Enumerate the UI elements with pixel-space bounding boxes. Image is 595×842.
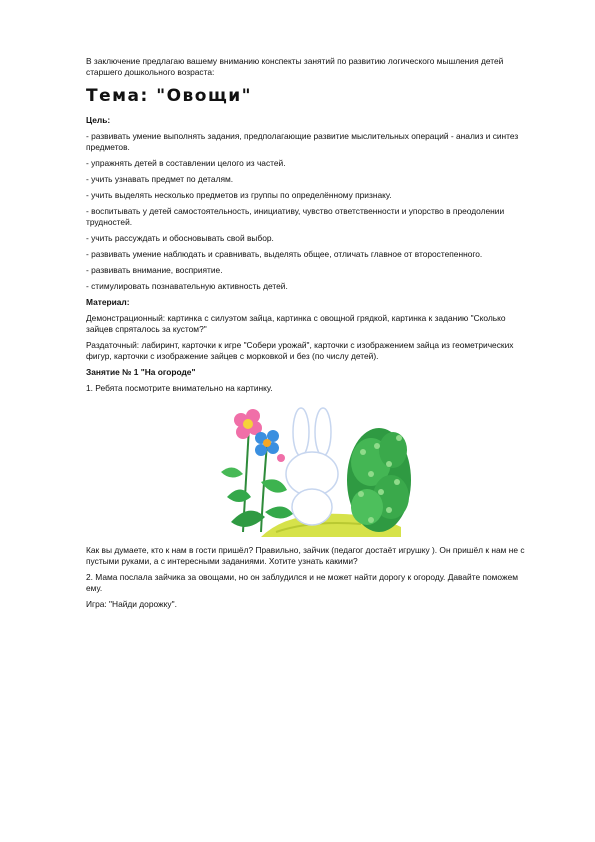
flowers-left (221, 409, 293, 532)
goal-heading: Цель: (86, 115, 111, 125)
goal-item: - стимулировать познавательную активность детей. (86, 281, 288, 291)
goal-item: - учить рассуждать и обосновывать свой выбор. (86, 233, 274, 243)
document-page (86, 56, 526, 615)
goal-item: - развивать умение наблюдать и сравнивать, выделять общее, отличать главное от второстепенного. (86, 249, 483, 259)
lesson-heading: Занятие № 1 "На огороде" (86, 367, 196, 377)
material-handout: Раздаточный: лабиринт, карточки к игре "Собери урожай", карточки с изображением зайца из геометрических фигур, карточки с изображение зайцев с морковкой и без (по числу детей). (86, 340, 514, 361)
goal-item: - развивать умение выполнять задания, предполагающие развитие мыслительных операций - анализ и синтез предметов. (86, 131, 519, 152)
after-figure-text: Как вы думаете, кто к нам в гости пришёл? Правильно, зайчик (педагог достаёт игрушку ). Он пришёл к нам не с пустыми руками, а с интересными заданиями. Хотите узнать какими? (86, 545, 525, 566)
material-heading: Материал: (86, 297, 130, 307)
bunny-figure (286, 408, 338, 525)
page-title: Тема: "Овощи" (86, 86, 253, 106)
step-1: 1. Ребята посмотрите внимательно на картинку. (86, 383, 273, 393)
game-title: Игра: "Найди дорожку". (86, 599, 177, 609)
goal-item: - упражнять детей в составлении целого из частей. (86, 158, 286, 168)
bunny-in-garden-illustration (221, 402, 411, 537)
intro-text: В заключение предлагаю вашему вниманию конспекты занятий по развитию логического мышления детей старшего дошкольного возраста: (86, 56, 504, 77)
goal-item: - учить узнавать предмет по деталям. (86, 174, 234, 184)
goal-item: - учить выделять несколько предметов из группы по определённому признаку. (86, 190, 392, 200)
material-demo: Демонстрационный: картинка с силуэтом зайца, картинка с овощной грядкой, картинка к заданию "Сколько зайцев спряталось за кустом?" (86, 313, 506, 334)
goal-item: - развивать внимание, восприятие. (86, 265, 223, 275)
step-2: 2. Мама послала зайчика за овощами, но он заблудился и не может найти дорогу к огороду. Давайте поможем ему. (86, 572, 518, 593)
bush-right (347, 428, 411, 532)
goal-item: - воспитывать у детей самостоятельность, инициативу, чувство ответственности и упорство в преодолении трудностей. (86, 206, 505, 227)
